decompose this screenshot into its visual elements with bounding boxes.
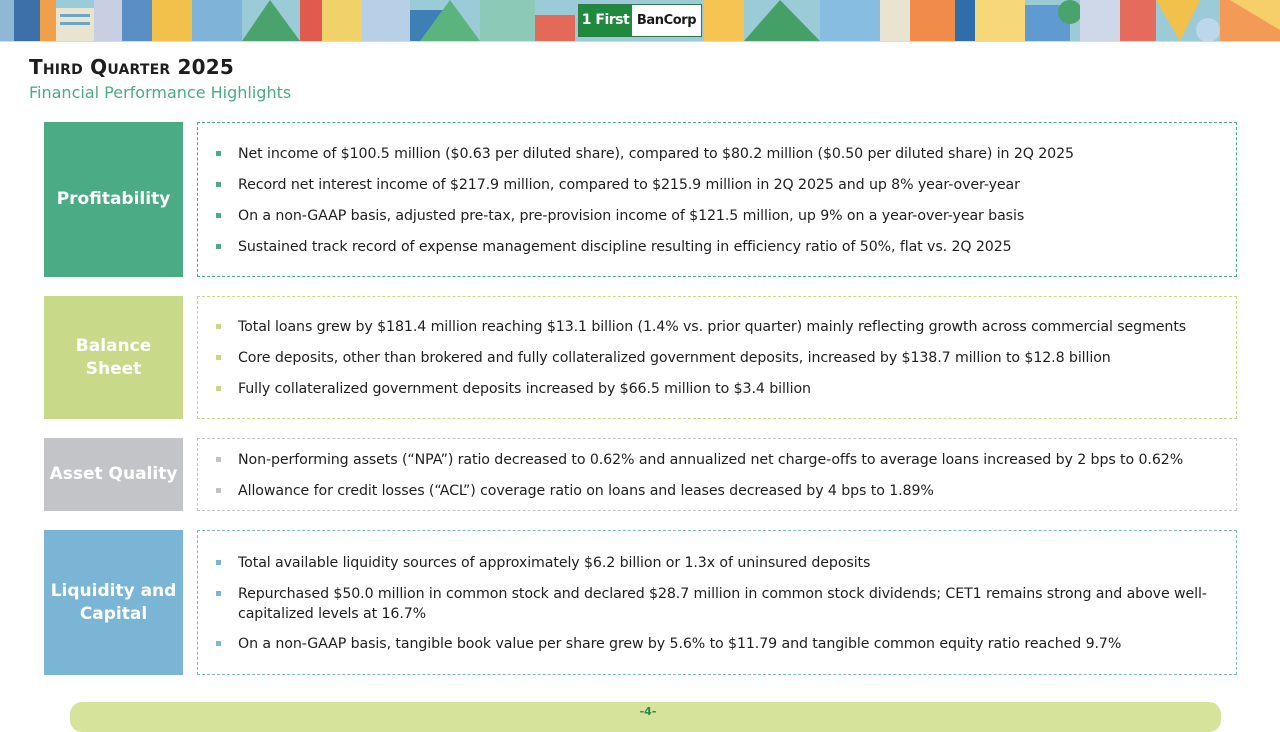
list-item	[238, 553, 1222, 573]
bullet-text: Net income of $100.5 million ($0.63 per diluted share), compared to $80.2 million ($0.50 per diluted share) in 2Q 2025	[238, 146, 1074, 162]
page-number: -4-	[639, 705, 657, 718]
section-label	[44, 530, 183, 675]
logo-first-mark: 1 First	[579, 5, 632, 36]
section-label-text: Balance Sheet	[75, 335, 152, 379]
list-item	[238, 317, 1222, 337]
square-bullet-icon	[216, 560, 221, 565]
list-item	[238, 237, 1222, 257]
square-bullet-icon	[216, 591, 221, 596]
header-banner	[0, 0, 1280, 41]
section-content	[197, 530, 1237, 675]
section-content	[197, 296, 1237, 419]
square-bullet-icon	[216, 386, 221, 391]
company-logo	[578, 4, 702, 37]
section-label-text: Liquidity and Capital	[50, 580, 177, 624]
bullet-text: Total available liquidity sources of approximately $6.2 billion or 1.3x of uninsured deposits	[238, 555, 871, 571]
list-item	[238, 348, 1222, 368]
square-bullet-icon	[216, 213, 221, 218]
banner-divider	[0, 41, 1280, 42]
square-bullet-icon	[216, 641, 221, 646]
square-bullet-icon	[216, 151, 221, 156]
section-content	[197, 122, 1237, 277]
logo-bancorp-text: BanCorp	[636, 13, 697, 28]
bullet-text: Repurchased $50.0 million in common stock and declared $28.7 million in common stock dividends; CET1 remains strong and above well-capitalized levels at 16.7%	[238, 586, 1207, 622]
square-bullet-icon	[216, 355, 221, 360]
square-bullet-icon	[216, 488, 221, 493]
square-bullet-icon	[216, 182, 221, 187]
list-item	[238, 206, 1222, 226]
bullet-text: Non-performing assets (“NPA”) ratio decreased to 0.62% and annualized net charge-offs to average loans increased by 2 bps to 0.62%	[238, 452, 1184, 468]
list-item	[238, 634, 1222, 654]
list-item	[238, 144, 1222, 164]
section-label	[44, 296, 183, 419]
square-bullet-icon	[216, 244, 221, 249]
section-label: Profitability	[44, 122, 183, 277]
bullet-text: Allowance for credit losses (“ACL”) coverage ratio on loans and leases decreased by 4 bps to 1.89%	[238, 483, 934, 499]
page-subtitle: Financial Performance Highlights	[29, 83, 292, 102]
list-item	[238, 450, 1222, 470]
bullet-text: Sustained track record of expense management discipline resulting in efficiency ratio of 50%, flat vs. 2Q 2025	[238, 239, 1012, 255]
bullet-text: Fully collateralized government deposits increased by $66.5 million to $3.4 billion	[238, 381, 811, 397]
bullet-text: On a non-GAAP basis, adjusted pre-tax, pre-provision income of $121.5 million, up 9% on a year-over-year basis	[238, 208, 1025, 224]
bullet-text: Core deposits, other than brokered and fully collateralized government deposits, increased by $138.7 million to $12.8 billion	[238, 350, 1111, 366]
page-title: Third Quarter 2025	[29, 55, 234, 79]
square-bullet-icon	[216, 457, 221, 462]
square-bullet-icon	[216, 324, 221, 329]
section-content	[197, 438, 1237, 511]
section-label: Asset Quality	[44, 438, 183, 511]
list-item	[238, 481, 1222, 501]
bullet-text: Record net interest income of $217.9 million, compared to $215.9 million in 2Q 2025 and up 8% year-over-year	[238, 177, 1020, 193]
list-item	[238, 379, 1222, 399]
bullet-text: Total loans grew by $181.4 million reaching $13.1 billion (1.4% vs. prior quarter) mainly reflecting growth across commercial segments	[238, 319, 1187, 335]
list-item	[238, 175, 1222, 195]
list-item	[238, 584, 1222, 624]
bullet-text: On a non-GAAP basis, tangible book value per share grew by 5.6% to $11.79 and tangible common equity ratio reached 9.7%	[238, 636, 1122, 652]
